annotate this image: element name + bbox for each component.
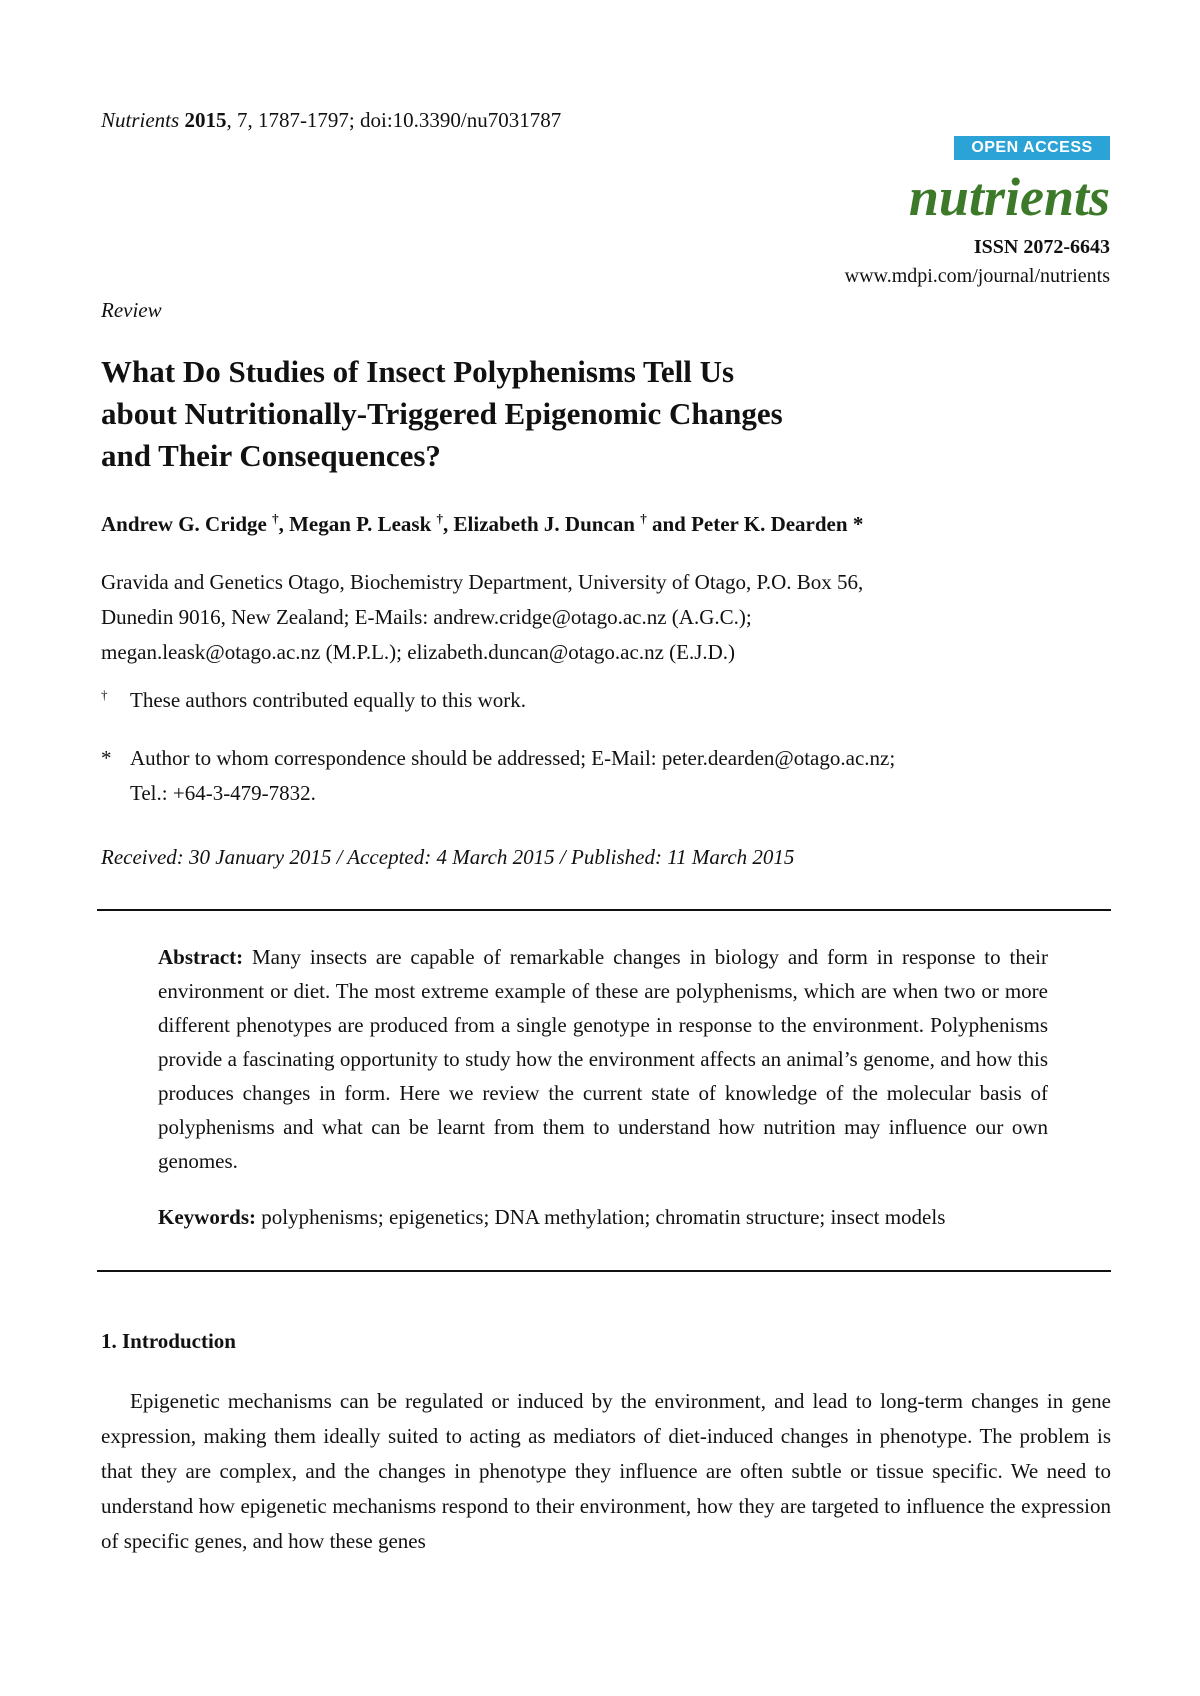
equal-contribution-note: [101, 683, 1101, 718]
author-name: Megan P. Leask: [289, 512, 432, 536]
author-mark: †: [272, 511, 279, 526]
journal-logo: nutrients: [908, 167, 1110, 227]
note-mark: *: [101, 746, 112, 770]
keywords: [158, 1203, 945, 1231]
divider-top: [97, 909, 1111, 911]
open-access-badge: OPEN ACCESS: [954, 136, 1110, 160]
citation-rest: , 7, 1787-1797; doi:10.3390/nu7031787: [226, 108, 562, 132]
affiliation-line: Gravida and Genetics Otago, Biochemistry Department, University of Otago, P.O. Box 56,: [101, 570, 864, 594]
citation-journal: Nutrients: [101, 108, 180, 132]
title-line: about Nutritionally-Triggered Epigenomic Changes: [101, 396, 783, 431]
author-name: Elizabeth J. Duncan: [453, 512, 635, 536]
author-mark: †: [640, 511, 647, 526]
title-line: What Do Studies of Insect Polyphenisms Tell Us: [101, 354, 735, 389]
author-mark: *: [852, 512, 864, 536]
author-list: [101, 505, 863, 538]
article-title: [101, 351, 1001, 477]
citation-line: [101, 106, 561, 134]
author-mark: †: [436, 511, 444, 526]
section-heading: 1. Introduction: [101, 1329, 236, 1353]
citation-year: 2015: [184, 108, 227, 132]
article-type: Review: [101, 298, 162, 322]
correspondence-note: [101, 741, 1101, 811]
note-mark: †: [101, 687, 108, 702]
author-separator: ,: [278, 512, 290, 536]
note-text: These authors contributed equally to this work.: [130, 688, 526, 712]
affiliation: [101, 565, 1101, 670]
publication-dates: Received: 30 January 2015 / Accepted: 4 March 2015 / Published: 11 March 2015: [101, 845, 795, 869]
divider-bottom: [97, 1270, 1111, 1272]
author-name: Peter K. Dearden: [691, 512, 848, 536]
note-text: Tel.: +64-3-479-7832.: [130, 781, 316, 805]
author-separator: and: [646, 512, 692, 536]
issn: ISSN 2072-6643: [973, 236, 1110, 258]
note-text[interactable]: Author to whom correspondence should be addressed; E-Mail: peter.dearden@otago.ac.nz;: [130, 746, 896, 770]
keywords-text: polyphenisms; epigenetics; DNA methylation; chromatin structure; insect models: [256, 1205, 946, 1229]
author-separator: ,: [443, 512, 454, 536]
abstract-label: Abstract:: [158, 945, 244, 969]
abstract: [158, 940, 1048, 1178]
affiliation-line[interactable]: megan.leask@otago.ac.nz (M.P.L.); elizabeth.duncan@otago.ac.nz (E.J.D.): [101, 640, 736, 664]
introduction-paragraph: Epigenetic mechanisms can be regulated or induced by the environment, and lead to long-term changes in gene expression, making them ideally suited to acting as mediators of diet-induced changes in phenotype. The problem is that they are complex, and the changes in phenotype they influence are often subtle or tissue specific. We need to understand how epigenetic mechanisms respond to their environment, how they are targeted to influence the expression of specific genes, and how these genes: [101, 1389, 1111, 1553]
author-name: Andrew G. Cridge: [101, 512, 267, 536]
abstract-text: Many insects are capable of remarkable changes in biology and form in response to their environment or diet. The most extreme example of these are polyphenisms, which are when two or more different phenotypes are produced from a single genotype in response to the environment. Polyphenisms provide a fascinating opportunity to study how the environment affects an animal’s genome, and how this produces changes in form. Here we review the current state of knowledge of the molecular basis of polyphenisms and what can be learnt from them to understand how nutrition may influence our own genomes.: [158, 945, 1048, 1173]
journal-url[interactable]: www.mdpi.com/journal/nutrients: [844, 265, 1110, 287]
affiliation-line[interactable]: Dunedin 9016, New Zealand; E-Mails: andrew.cridge@otago.ac.nz (A.G.C.);: [101, 605, 752, 629]
keywords-label: Keywords:: [158, 1205, 256, 1229]
title-line: and Their Consequences?: [101, 438, 441, 473]
